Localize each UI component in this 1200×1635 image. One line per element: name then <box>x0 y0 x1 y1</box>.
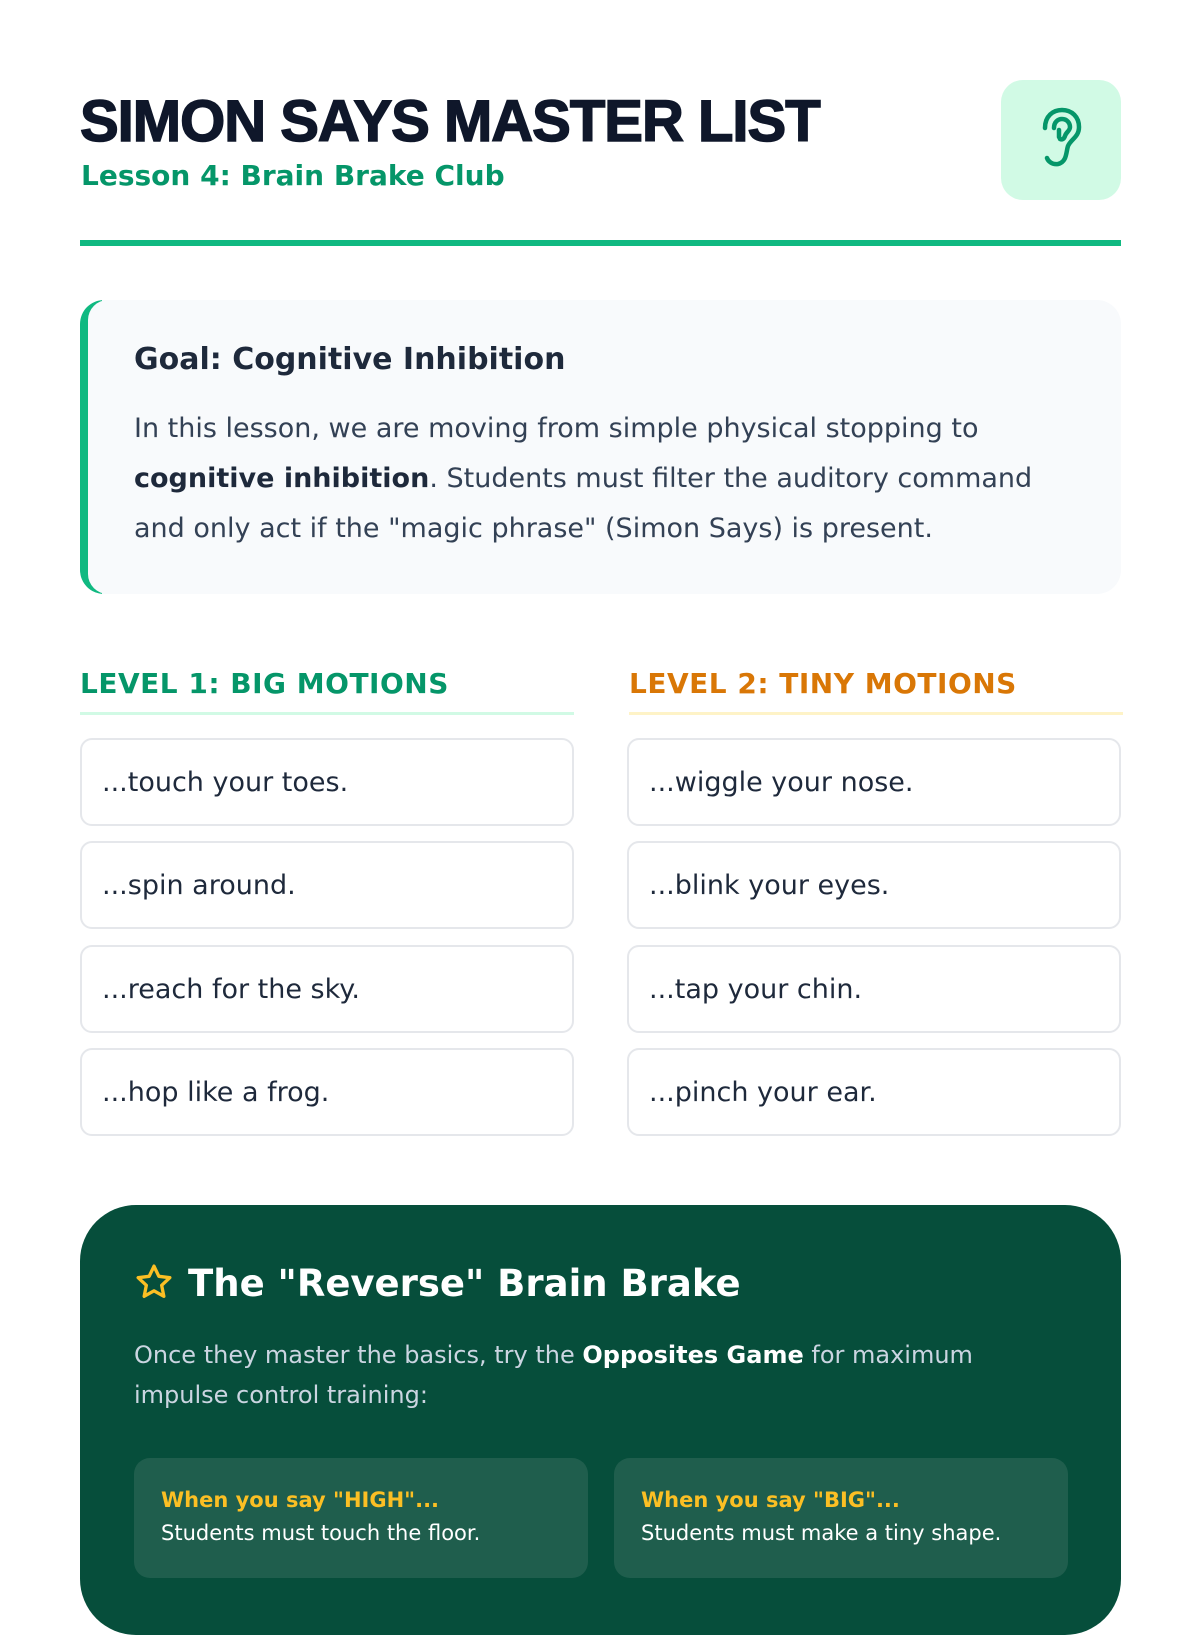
level-1-heading: LEVEL 1: BIG MOTIONS <box>80 664 574 715</box>
level-2-heading: LEVEL 2: TINY MOTIONS <box>629 664 1123 715</box>
reverse-brain-brake-card <box>80 1205 1121 1635</box>
page-title: SIMON SAYS MASTER LIST <box>80 89 820 154</box>
opposite-when: When you say "HIGH"... <box>161 1488 440 1512</box>
level-2-item: ...pinch your ear. <box>627 1048 1121 1136</box>
level-1-item: ...spin around. <box>80 841 574 929</box>
reverse-text-part1: Once they master the basics, try the <box>134 1341 583 1369</box>
opposite-card-high <box>134 1458 588 1578</box>
level-2-item: ...wiggle your nose. <box>627 738 1121 826</box>
level-2-item: ...tap your chin. <box>627 945 1121 1033</box>
goal-accent-bar <box>80 300 102 594</box>
reverse-title-row <box>134 1260 741 1308</box>
opposite-card-big <box>614 1458 1068 1578</box>
level-1-item: ...hop like a frog. <box>80 1048 574 1136</box>
goal-title: Goal: Cognitive Inhibition <box>134 342 566 377</box>
star-icon <box>134 1262 174 1306</box>
header-divider <box>80 240 1121 246</box>
goal-text-part1: In this lesson, we are moving from simple physical stopping to <box>134 413 979 444</box>
ear-icon <box>1037 106 1085 174</box>
ear-icon-tile <box>1001 80 1121 200</box>
lesson-subtitle: Lesson 4: Brain Brake Club <box>81 159 505 192</box>
goal-card <box>80 300 1121 594</box>
reverse-text-bold: Opposites Game <box>582 1341 804 1369</box>
goal-text-part2: . Students must filter the auditory command and only act if the "magic phrase" (Simon Says) is present. <box>134 463 1033 544</box>
reverse-text <box>134 1335 1074 1415</box>
opposite-when: When you say "BIG"... <box>641 1488 900 1512</box>
goal-text-bold: cognitive inhibition <box>134 463 430 494</box>
level-1-item: ...reach for the sky. <box>80 945 574 1033</box>
reverse-title: The "Reverse" Brain Brake <box>188 1262 741 1305</box>
level-1-item: ...touch your toes. <box>80 738 574 826</box>
reverse-text-part2: for maximum impulse control training: <box>134 1341 973 1409</box>
opposite-then: Students must make a tiny shape. <box>641 1521 1002 1545</box>
level-2-item: ...blink your eyes. <box>627 841 1121 929</box>
opposite-then: Students must touch the floor. <box>161 1521 481 1545</box>
goal-text <box>134 404 1074 554</box>
